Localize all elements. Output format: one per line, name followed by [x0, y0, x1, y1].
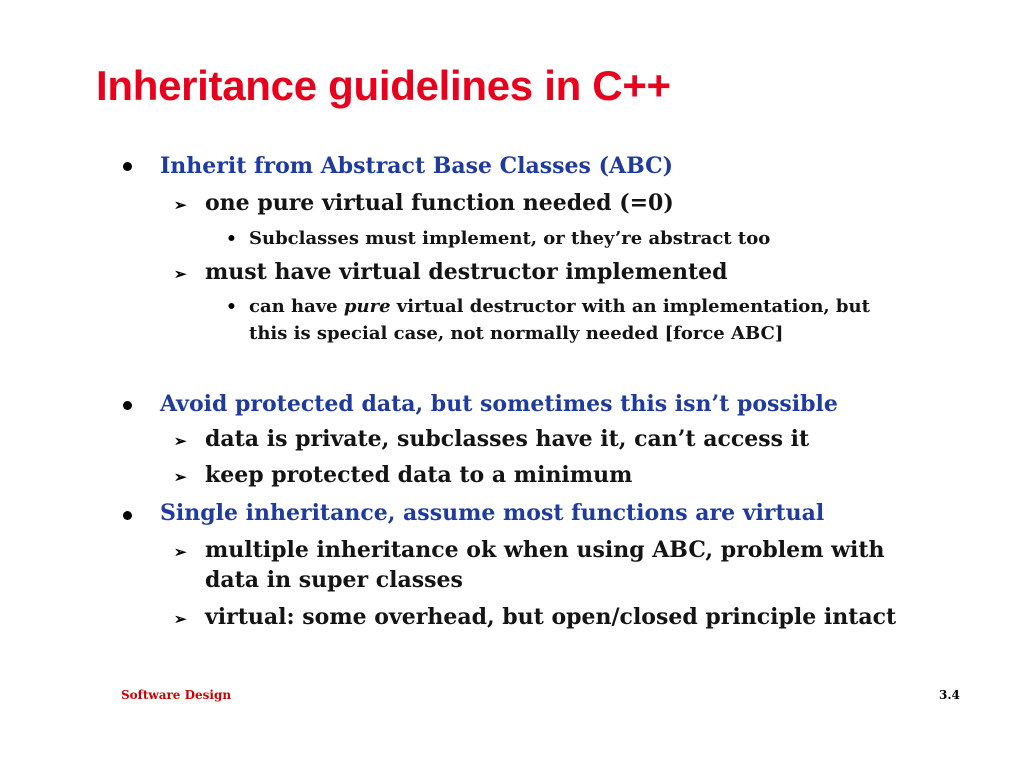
bullet-1-sub-2-text: must have virtual destructor implemented [205, 259, 728, 285]
detail-emphasis-text: pure [343, 296, 391, 317]
bullet-1-sub-2-detail-line-2: this is special case, not normally needed [force ABC] [249, 323, 784, 344]
bullet-3-sub-2-text: virtual: some overhead, but open/closed principle intact [205, 604, 897, 630]
bullet-3-text: Single inheritance, assume most functions are virtual [160, 500, 825, 526]
small-dot-icon: • [226, 297, 237, 317]
arrow-bullet-icon: ➢ [174, 432, 187, 450]
bullet-dot-icon [123, 162, 132, 171]
arrow-bullet-icon: ➢ [174, 265, 187, 283]
slide-title: Inheritance guidelines in C++ [96, 62, 671, 109]
arrow-bullet-icon: ➢ [174, 610, 187, 628]
bullet-1-text: Inherit from Abstract Base Classes (ABC) [160, 153, 674, 179]
footer-course-name: Software Design [121, 688, 232, 702]
arrow-bullet-icon: ➢ [174, 468, 187, 486]
small-dot-icon: • [226, 229, 237, 249]
bullet-2-sub-1-text: data is private, subclasses have it, can’t access it [205, 426, 810, 452]
detail-pre-text: can have [249, 296, 344, 317]
detail-post-text: virtual destructor with an implementation, but [390, 296, 870, 317]
footer-page-number: 3.4 [939, 688, 960, 702]
arrow-bullet-icon: ➢ [174, 543, 187, 561]
bullet-2-sub-2-text: keep protected data to a minimum [205, 462, 633, 488]
bullet-dot-icon [123, 511, 132, 520]
arrow-bullet-icon: ➢ [174, 196, 187, 214]
bullet-dot-icon [123, 401, 132, 410]
bullet-1-sub-1-text: one pure virtual function needed (=0) [205, 190, 674, 216]
bullet-1-sub-2-detail-line-1 [249, 296, 870, 317]
bullet-3-sub-1-line-1: multiple inheritance ok when using ABC, problem with [205, 537, 885, 563]
bullet-3-sub-1-line-2: data in super classes [205, 567, 463, 593]
bullet-1-sub-1-detail-text: Subclasses must implement, or they’re abstract too [249, 228, 771, 249]
bullet-2-text: Avoid protected data, but sometimes this isn’t possible [160, 391, 838, 417]
